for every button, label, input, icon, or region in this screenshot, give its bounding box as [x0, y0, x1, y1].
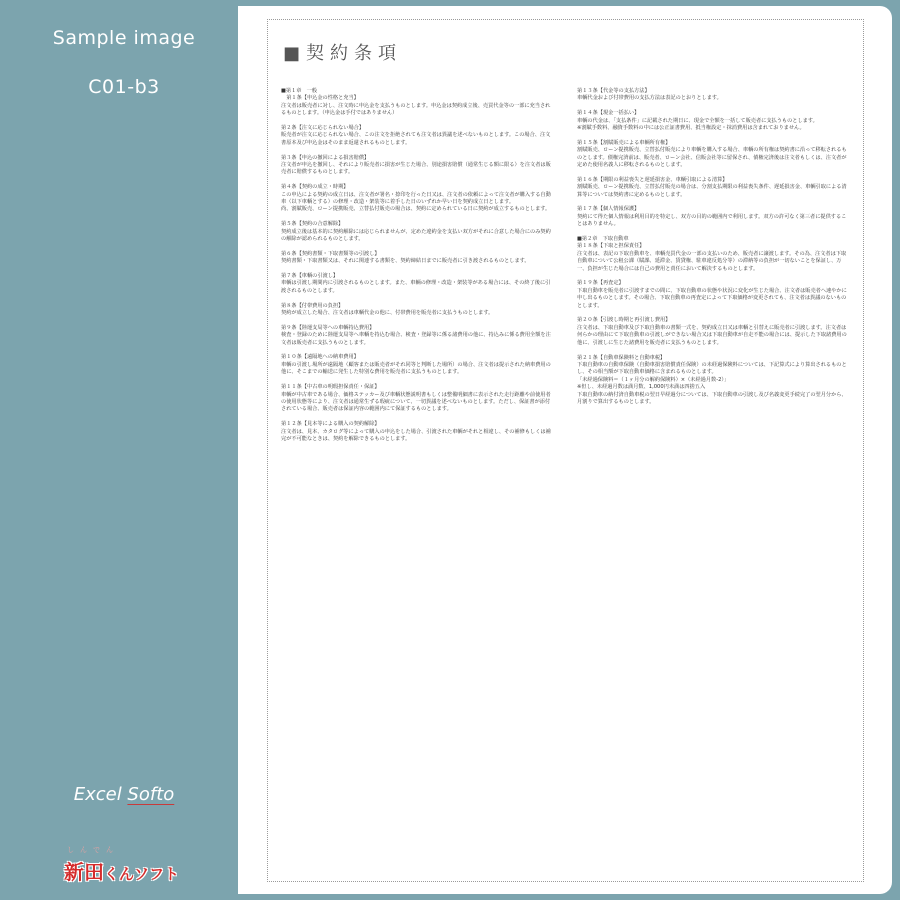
logo-main: [64, 856, 179, 885]
clause-text: 第１条【申込金の性格と充当】: [281, 95, 359, 102]
sidebar: [0, 0, 238, 900]
sample-code: C01-b3: [88, 76, 160, 98]
logo: [64, 845, 194, 891]
clause-text: 注文者は販売者に対し、注文時に申込金を支払うものとします。申込金は契約成立後、売買代金等の一部に充当されるものとします。（申込金は手付ではありません）: [281, 102, 551, 117]
clause-heading: 第３条【申込の撤回による損害賠償】: [281, 154, 370, 161]
clause-text: 割賦販売、ローン提携販売、立替払付販売により車輌を購入する場合、車輌の所有権は契約書に沿って移転されるものとします。債権完済前は、販売者、ローン会社、信販会社等に留保され、債権完済後は注文者もしくは、注文者が定めた使用名義人に移転されるものとします。: [577, 147, 847, 169]
clause-section: [281, 354, 552, 376]
clause-section: [577, 280, 848, 310]
clause-section: [577, 140, 848, 170]
document-title: ■契約条項: [283, 43, 403, 64]
clause-heading: 第８条【付帯費用の負担】: [281, 302, 344, 309]
clause-heading: 第９条【陸運支局等への車輌持込費用】: [281, 324, 375, 331]
clause-text: ※但し、未経過月数は満月数、1,000円未満は四捨五入: [577, 384, 706, 391]
clause-heading: 第１５条【割賦販売による車輌所有権】: [577, 139, 671, 146]
clause-text: 販売者が注文に応じられない場合、この注文を拒絶されても注文者は異議を述べないものとします。この場合、注文書原本及び申込金はそのまま返還されるものとします。: [281, 132, 551, 146]
clause-text: この申込による契約の成立日は、注文者が署名・捺印を行った日又は、注文者の依頼によって注文者が購入する自動車（以下車輌とする）の修理・改造・架装等に着手した日のいずれか早い日を契約成立日とします。: [281, 191, 551, 206]
clause-heading: 第７条【車輌の引渡し】: [281, 273, 339, 280]
clause-section: [577, 110, 848, 132]
right-column: [577, 88, 848, 414]
logo-ruby: しんでん: [67, 846, 119, 854]
clause-heading: 第６条【契約書類・下取書類等の引渡し】: [281, 250, 380, 257]
clause-text: 尚、割賦販売、ローン提携販売、立替払付販売の場合は、契約に定められている日に契約が成立するものとします。: [281, 206, 551, 213]
clause-text: 契約が成立した場合、注文者は車輌代金の他に、付帯費用を販売者に支払うものとします。: [281, 310, 494, 317]
brand-underlined: Softo: [127, 784, 175, 805]
clause-section: [281, 303, 552, 318]
clause-text: 割賦販売、ローン提携販売、立替払付販売の場合は、分割支払期限の利益喪失条件、遅延損害金、車輌引取による清算等については契約書に定めるものとします。: [577, 184, 847, 198]
clause-heading: 第２条【注文に応じられない場合】: [281, 125, 365, 132]
clause-text: 「未経過保険料＝（１ヶ月分の解約保険料）×（未経過月数-2）」: [577, 376, 730, 383]
clause-text: 車輌の引渡し場所が遠隔地（顧客または販売者がそれ同等と判断した場所）の場合、注文者は提示された納車費用の他に、そこまでの輸送に発生した特別な費用を販売者に支払うものとします。: [281, 361, 551, 376]
clause-section: [281, 125, 552, 147]
clause-text: 第１８条【下取と担保責任】: [577, 243, 645, 250]
clause-text: 契約にて得た個人情報は利用目的を特定し、双方の目的の範囲内で利用します。双方の許可なく第三者に提供することはありません。: [577, 213, 847, 228]
document-sheet: [267, 19, 864, 882]
clause-text: 検査・登録のために陸運支局等へ車輌を持込む場合、検査・登録等に係る諸費用の他に、持込みに係る費用全額を注文者は販売者に支払うものとします。: [281, 332, 551, 346]
clause-heading: ■第１章 一般: [281, 88, 318, 94]
clause-text: 車輌は引渡し期間内に引渡されるものとします。また、車輌の修理・改造・架装等がある場合には、その終了後に引渡されるものとします。: [281, 280, 551, 294]
sample-label: Sample image: [52, 27, 196, 49]
clause-section: [577, 177, 848, 199]
clause-section: [577, 317, 848, 347]
clause-section: [577, 88, 848, 103]
clause-section: [281, 273, 552, 295]
clause-heading: ■第２章 下取自動車: [577, 236, 629, 243]
clause-text: ※割賦手数料、融資手数料の中には公正証書費用、抵当権設定・抹消費用は含まれておりません。: [577, 125, 805, 132]
clause-section: [281, 325, 552, 347]
clause-heading: 第１４条【現金一括払い】: [577, 110, 640, 117]
clause-text: 注文者が申込を撤回し、それにより販売者に損害が生じた場合、別途損害賠償（通常生じる額に限る）を注文者は販売者に賠償するものとします。: [281, 162, 551, 176]
left-column: [281, 88, 552, 451]
clause-text: 下取自動車の納付済自動車税の翌日早経過分については、下取自動車の引渡し及び名義変更手続完了の翌月分から、月割りで算出するものとします。: [577, 391, 847, 405]
logo-kanji: 新田: [64, 860, 104, 884]
clause-section: [577, 236, 848, 273]
clause-text: 注文者は、表記の下取自動車を、車輌売買代金の一部の支払いのため、販売者に譲渡します。その為、注文者は下取自動車について公租公課（賦課、延滞金、賃貸権、駐車違反処分等）の滞納等の負担が一切ないことを保証し、万一、負担が生じた場合には自己の費用と責任において解決するものとします。: [577, 250, 847, 272]
clause-heading: 第１０条【遠隔地への納車費用】: [281, 354, 359, 361]
clause-text: 契約書類・下取書類又は、それに関連する書類を、契約締結日までに販売者に引き渡されるものとします。: [281, 258, 530, 265]
clause-heading: 第１７条【個人情報保護】: [577, 206, 640, 213]
clause-heading: 第１９条【再査定】: [577, 280, 624, 287]
clause-section: [577, 355, 848, 407]
clause-heading: 第２０条【引渡し時期と再引渡し費用】: [577, 317, 671, 324]
clause-heading: 第１３条【代金等の支払方法】: [577, 88, 650, 94]
clause-heading: 第２１条【自動車保険料と自動車税】: [577, 354, 666, 361]
clause-text: 契約成立後は基本的に契約解除には応じられませんが、定めた違約金を支払い双方がそれに合意した場合にのみ契約の解除が認められるものとします。: [281, 228, 551, 243]
logo-kana: くんソフト: [104, 865, 180, 883]
clause-section: [281, 251, 552, 266]
clause-section: [281, 421, 552, 443]
clause-text: 車輌が中古車である場合、価格ステッカー及び車輌状態説明書もしくは整備明細書に表示された走行距離や前使用者の使用状態等により、注文者は通常生ずる瑕疵について、一切異議を述べないものとします。ただし、保証書が添付されている場合、販売者は保証内容の範囲内にて保証するものとします。: [281, 391, 551, 413]
document-page: [238, 6, 892, 894]
clause-section: [281, 384, 552, 414]
clause-section: [281, 88, 552, 118]
clause-heading: 第１６条【期限の利益喪失と遅延損害金、車輌引取による清算】: [577, 176, 728, 183]
clause-heading: 第１２条【見本等による購入の契約解除】: [281, 421, 380, 428]
clause-text: 車輌代金および付帯費用の支払方法は表記のとおりとします。: [577, 95, 722, 102]
brand-prefix: Excel: [73, 784, 128, 805]
clause-section: [281, 184, 552, 214]
clause-section: [281, 221, 552, 243]
clause-text: 注文者は、下取自動車及び下取自動車の書類一式を、契約成立日又は車輌と引替えに販売者に引渡します。注文者は何らかの理由にて下取自動車の引渡しができない場合又は下取自動車が自走不能の場合には、提示した下取諸費用の他に、引渡しに生じた諸費用を販売者に支払うものとします。: [577, 324, 847, 346]
clause-text: 注文者は、見本、カタログ等によって購入の申込をした場合、引渡された車輌がそれと相違し、その補修もしくは補完が不可能なときは、契約を解除できるものとします。: [281, 428, 551, 442]
clause-section: [281, 155, 552, 177]
clause-heading: 第４条【契約の成立・時期】: [281, 184, 349, 191]
brand-text: [0, 784, 248, 805]
clause-text: 下取自動車の自動車保険（自動車損害賠償責任保険）の未経過保険料については、下記算式により算出されるものとし、その相当額が下取自動車価格に含まれるものとします。: [577, 361, 847, 376]
clause-heading: 第１１条【中古車の明瑕担保責任・保証】: [281, 384, 380, 391]
clause-heading: 第５条【契約の合意解除】: [281, 221, 344, 228]
clause-text: 下取自動車を販売者に引渡すまでの間に、下取自動車の状態や状況に変化が生じた場合、注文者は販売者へ速やかに申し出るものとします。その場合、下取自動車の再査定によって下取価格が変更されても、注文者は異議のないものとします。: [577, 287, 847, 309]
clause-text: 車輌の代金は、「支払条件」に記載された期日に、現金で全額を一括して販売者に支払うものとします。: [577, 117, 818, 124]
clause-section: [577, 206, 848, 228]
